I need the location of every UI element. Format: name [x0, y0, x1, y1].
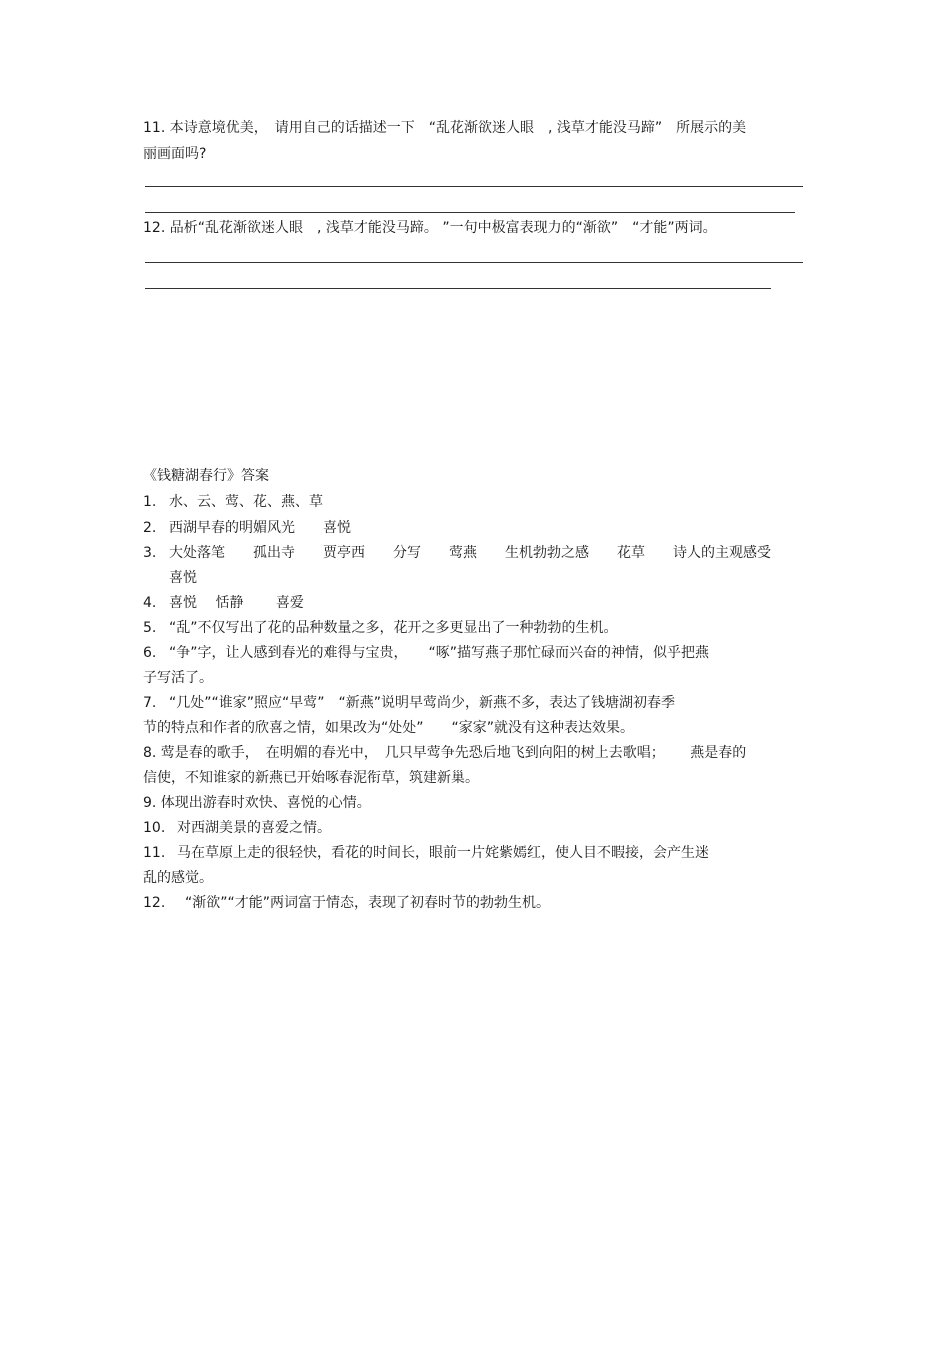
answer-number: 5. — [143, 620, 157, 636]
answer-blank-line — [145, 186, 803, 187]
question-12-line-1: 12. 品析“乱花渐欲迷人眼 , 浅草才能没马蹄。 ”一句中极富表现力的“渐欲” “才能”两词。 — [143, 220, 717, 236]
answer-text: “渐欲”“才能”两词富于情态，表现了初春时节的勃勃生机。 — [185, 895, 551, 911]
answer-text: “几处”“谁家”照应“早莺” “新燕”说明早莺尚少，新燕不多，表达了钱塘湖初春季 — [169, 695, 676, 711]
answer-5 — [143, 618, 618, 638]
answer-6 — [143, 643, 709, 663]
answer-text: “乱”不仅写出了花的品种数量之多，花开之多更显出了一种勃勃的生机。 — [169, 620, 618, 636]
answer-text: 水、云、莺、花、燕、草 — [169, 494, 323, 510]
answer-7 — [143, 693, 675, 713]
answer-4 — [143, 593, 304, 613]
question-11-line-2: 丽画面吗? — [143, 146, 207, 162]
answer-8-continuation: 信使，不知谁家的新燕已开始啄春泥衔草，筑建新巢。 — [143, 770, 479, 786]
answer-number: 10. — [143, 820, 166, 836]
answer-number: 2. — [143, 520, 157, 536]
answer-9: 9. 体现出游春时欢快、喜悦的心情。 — [143, 795, 371, 811]
answer-blank-line — [145, 212, 795, 213]
answer-text: 西湖早春的明媚风光 喜悦 — [169, 520, 351, 536]
answer-number: 7. — [143, 695, 157, 711]
answer-number: 3. — [143, 545, 157, 561]
answer-number: 1. — [143, 494, 157, 510]
answer-number: 4. — [143, 595, 157, 611]
answer-11-continuation: 乱的感觉。 — [143, 870, 213, 886]
answer-text: 对西湖美景的喜爱之情。 — [177, 820, 331, 836]
answer-3-continuation: 喜悦 — [169, 570, 197, 586]
answer-12 — [143, 893, 550, 913]
question-11-line-1: 11. 本诗意境优美， 请用自己的话描述一下 “乱花渐欲迷人眼 , 浅草才能没马蹄” 所展示的美 — [143, 120, 747, 136]
answers-title: 《钱糖湖春行》答案 — [143, 468, 269, 484]
answer-8: 8. 莺是春的歌手， 在明媚的春光中， 几只早莺争先恐后地飞到向阳的树上去歌唱； 燕是春的 — [143, 745, 747, 761]
answer-text: 大处落笔 孤出寺 贾亭西 分写 莺燕 生机勃勃之感 花草 诗人的主观感受 — [169, 545, 771, 561]
answer-text: “争”字，让人感到春光的难得与宝贵， “啄”描写燕子那忙碌而兴奋的神情，似乎把燕 — [169, 645, 710, 661]
answer-blank-line — [145, 288, 771, 289]
answer-number: 12. — [143, 895, 166, 911]
answer-7-continuation: 节的特点和作者的欣喜之情，如果改为“处处” “家家”就没有这种表达效果。 — [143, 720, 635, 736]
answer-6-continuation: 子写活了。 — [143, 670, 213, 686]
answer-text: 马在草原上走的很轻快，看花的时间长，眼前一片姹紫嫣红，使人目不暇接，会产生迷 — [177, 845, 709, 861]
answer-3 — [143, 543, 771, 563]
answer-number: 6. — [143, 645, 157, 661]
answer-text: 喜悦 恬静 喜爱 — [169, 595, 304, 611]
answer-11 — [143, 843, 709, 863]
answer-number: 11. — [143, 845, 166, 861]
answer-10 — [143, 818, 331, 838]
answer-blank-line — [145, 262, 803, 263]
answer-2 — [143, 518, 351, 538]
answer-1 — [143, 492, 323, 512]
